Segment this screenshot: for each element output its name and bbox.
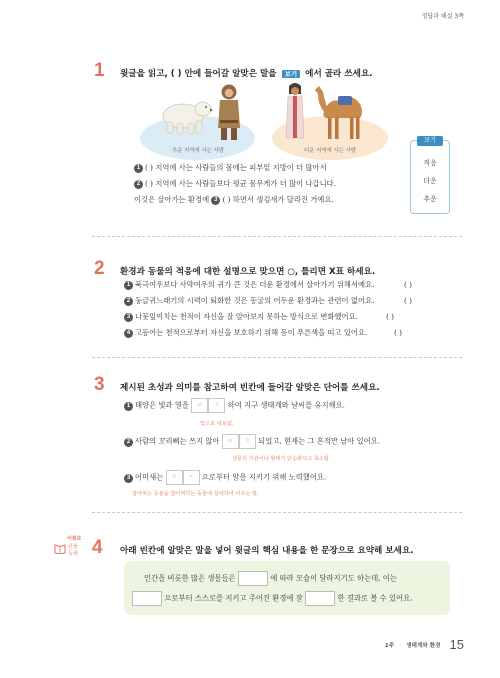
- bogi-box: [410, 137, 450, 214]
- bogi-word-2: 더운: [423, 177, 437, 185]
- bogi-word-3: 추운: [423, 195, 437, 203]
- blank-box-2b[interactable]: ㅎ: [239, 434, 256, 449]
- vocab-badge-line-3: 독해: [68, 551, 78, 557]
- caption-cold-region: 추운 지역에 사는 사람: [171, 148, 224, 154]
- page-number: 15: [449, 637, 464, 652]
- bogi-box-label: 보기: [417, 136, 443, 146]
- bogi-word-1: 적응: [423, 159, 437, 167]
- divider-2: [92, 357, 462, 358]
- question-3-item-3-pre: 어미새는: [135, 472, 164, 482]
- blank-box-1b[interactable]: ㅊ: [208, 398, 225, 413]
- question-3-item-2-meaning: 생물의 기관이나 형태가 단순화되고 축소됨.: [232, 456, 331, 462]
- answer-paren-2-3[interactable]: ( ): [386, 312, 395, 321]
- question-2-item-1-text: 북극여우보다 사막여우의 귀가 큰 것은 더운 환경에서 살아가기 위해서예요.: [135, 280, 375, 289]
- answer-reference: 정답과 해설 3쪽: [421, 13, 464, 20]
- summary-line-1-pre: 인간을 비롯한 많은 생물들은: [144, 573, 236, 583]
- question-2-item-3: [124, 312, 358, 322]
- footer-separator: ·: [399, 643, 401, 649]
- arctic-person-illustration: [216, 84, 242, 142]
- circle-number-3: 3: [124, 474, 133, 483]
- answer-paren-2-4[interactable]: ( ): [394, 328, 403, 337]
- circle-number-4: 4: [124, 329, 133, 338]
- question-1-passage: [134, 160, 404, 208]
- question-3-title: 제시된 초성과 의미를 참고하여 빈칸에 들어갈 알맞은 단어를 쓰세요.: [120, 383, 380, 393]
- question-1-line-3: [134, 192, 404, 208]
- question-1-number: 1: [94, 60, 105, 81]
- footer-section: 생태계와 환경: [406, 643, 441, 649]
- question-1-line-2: [134, 176, 404, 192]
- summary-blank-2[interactable]: [132, 591, 162, 606]
- question-3-item-3-meaning: 잡아먹는 동물을 잡아먹히는 동물에 상대하여 이르는 말.: [132, 491, 259, 497]
- question-3-item-1-post: 하여 지구 생태계와 날씨를 유지해요.: [227, 400, 345, 410]
- desert-person-illustration: [284, 82, 306, 142]
- question-4-title: 아래 빈칸에 알맞은 말을 넣어 윗글의 핵심 내용을 한 문장으로 요약해 보세요.: [120, 546, 414, 556]
- circle-number-3: 3: [211, 196, 220, 205]
- question-2-item-3-text: 나뭇잎여치는 천적이 자신을 잘 알아보지 못하는 방식으로 변화했어요.: [135, 312, 358, 321]
- question-3-item-2: [124, 434, 380, 449]
- question-2-item-4: [124, 328, 367, 338]
- divider-1: [92, 236, 462, 237]
- footer-week: 1주: [384, 643, 395, 649]
- question-3-item-2-pre: 사람의 꼬리뼈는 쓰지 않아: [135, 436, 220, 446]
- question-4-number: 4: [92, 537, 103, 558]
- circle-number-1: 1: [124, 281, 133, 290]
- footer: [385, 632, 464, 652]
- blank-box-1a[interactable]: ㅂ: [191, 398, 208, 413]
- summary-box: [124, 561, 450, 615]
- question-2-number: 2: [94, 258, 105, 279]
- answer-paren-2-2[interactable]: ( ): [404, 296, 413, 305]
- vocab-badge: [54, 535, 86, 561]
- vocab-badge-line-2: 한줄: [68, 544, 78, 550]
- question-1-title-post: 에서 골라 쓰세요.: [305, 69, 373, 79]
- question-3-item-1-meaning: 빛으로 내보냄.: [200, 421, 234, 427]
- summary-line-2: [132, 591, 413, 606]
- bogi-tag: 보기: [282, 70, 301, 78]
- question-1-line-1: [134, 160, 404, 176]
- summary-line-2-post1: 으로부터 스스로를 지키고 주어진 환경에 잘: [164, 593, 303, 603]
- vocab-badge-line-1: 어휘로: [67, 536, 82, 542]
- summary-line-1: [144, 571, 397, 586]
- question-3-number: 3: [94, 374, 105, 395]
- circle-number-1: 1: [124, 402, 133, 411]
- summary-blank-3[interactable]: [305, 591, 335, 606]
- camel-illustration: [310, 82, 378, 142]
- circle-number-2: 2: [124, 297, 133, 306]
- question-1-title-pre: 윗글을 읽고, ( ) 안에 들어갈 알맞은 말을: [120, 69, 277, 79]
- summary-blank-1[interactable]: [238, 571, 268, 586]
- question-2-item-1: [124, 280, 374, 290]
- question-1-title: [120, 67, 373, 79]
- question-2-item-2: [124, 296, 374, 306]
- circle-number-3: 3: [124, 313, 133, 322]
- question-1-line-2-text: ( ) 지역에 사는 사람들보다 평균 몸무게가 더 많이 나갑니다.: [145, 179, 337, 188]
- blank-box-3a[interactable]: ㅊ: [166, 470, 183, 485]
- divider-3: [92, 512, 462, 513]
- question-3-item-1: [124, 398, 345, 413]
- caption-hot-region: 더운 지역에 사는 사람: [303, 148, 356, 154]
- circle-number-2: 2: [124, 438, 133, 447]
- circle-number-2: 2: [134, 180, 143, 189]
- answer-paren-2-1[interactable]: ( ): [404, 280, 413, 289]
- question-3-item-3: [124, 470, 326, 485]
- question-1-line-1-text: ( ) 지역에 사는 사람들의 몸에는 피부밑 지방이 더 많아서: [145, 163, 327, 172]
- blank-box-3b[interactable]: ㅈ: [183, 470, 200, 485]
- blank-box-2a[interactable]: ㅌ: [222, 434, 239, 449]
- question-3-item-3-post: 으로부터 알을 지키기 위해 노력했어요.: [201, 472, 327, 482]
- question-1-line-3b-text: ( ) 하면서 생김새가 달라진 거예요.: [222, 195, 334, 204]
- polar-bear-illustration: [156, 92, 214, 136]
- book-icon: [54, 544, 66, 554]
- summary-line-2-post2: 한 결과로 볼 수 있어요.: [337, 593, 413, 603]
- illustration-area: [138, 80, 390, 162]
- question-2-title: 환경과 동물의 적응에 대한 설명으로 맞으면 ○, 틀리면 X표 하세요.: [120, 267, 376, 277]
- question-2-item-2-text: 둥글귀느래기의 시력이 퇴화한 것은 동굴의 어두운 환경과는 관련이 없어요.: [135, 296, 375, 305]
- question-1-line-3a-text: 이것은 살아가는 환경에: [134, 195, 210, 204]
- summary-line-1-post: 에 따라 모습이 달라지기도 하는데, 이는: [270, 573, 397, 583]
- question-3-item-1-pre: 태양은 빛과 열을: [135, 400, 189, 410]
- question-2-item-4-text: 고등어는 천적으로부터 자신을 보호하기 위해 등이 푸른색을 띠고 있어요.: [135, 328, 368, 337]
- circle-number-1: 1: [134, 164, 143, 173]
- question-3-item-2-post: 되었고, 현재는 그 흔적만 남아 있어요.: [258, 436, 381, 446]
